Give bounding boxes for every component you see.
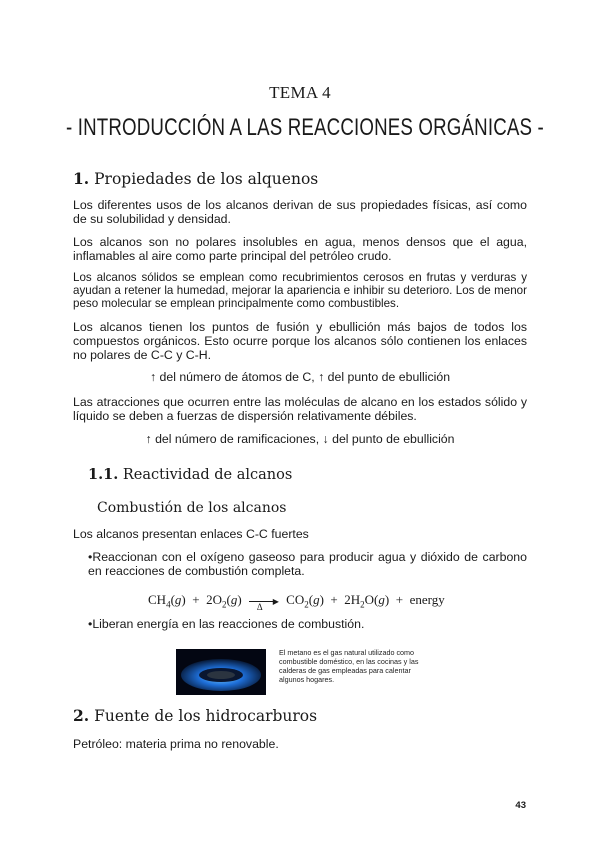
image-caption: El metano es el gas natural utilizado como combustible doméstico, en las cocinas y las calderas de gas empleadas para calentar algunos hogares. bbox=[279, 648, 419, 684]
paragraph-dispersion-forces: Las atracciones que ocurren entre las moléculas de alcano en los estados sólido y líquido se deben a fuerzas de dispersión relativamente débiles. bbox=[73, 395, 527, 423]
bullet-item-reaction bbox=[88, 550, 527, 578]
paragraph-uses: Los diferentes usos de los alcanos derivan de sus propiedades físicas, así como de su solubilidad y densidad. bbox=[73, 198, 527, 226]
section-2-title: Fuente de los hidrocarburos bbox=[94, 707, 318, 725]
paragraph-melting-points: Los alcanos tienen los puntos de fusión y ebullición más bajos de todos los compuestos orgánicos. Esto ocurre porque los alcanos sólo contienen los enlaces no polares de C-C y C-H. bbox=[73, 320, 527, 362]
section-2-heading bbox=[73, 706, 317, 725]
section-1-1-heading bbox=[88, 466, 292, 483]
section-1-1-title: Reactividad de alcanos bbox=[122, 467, 293, 483]
gas-burner-image bbox=[176, 649, 266, 695]
subsection-combustion-heading: Combustión de los alcanos bbox=[97, 500, 287, 516]
section-2-number: 2. bbox=[73, 706, 90, 725]
bullet-item-energy bbox=[88, 617, 527, 631]
bullet-text: Reaccionan con el oxígeno gaseoso para producir agua y dióxido de carbono en reacciones de combustión completa. bbox=[88, 550, 527, 578]
paragraph-polarity: Los alcanos son no polares insolubles en agua, menos densos que el agua, inflamables al aire como parte principal del petróleo crudo. bbox=[73, 235, 527, 263]
bullet-marker: • bbox=[88, 550, 93, 564]
section-1-heading bbox=[73, 169, 318, 188]
rule-carbon-atoms: ↑ del número de átomos de C, ↑ del punto de ebullición bbox=[149, 370, 451, 384]
paragraph-petroleum: Petróleo: materia prima no renovable. bbox=[73, 737, 279, 751]
chapter-label: TEMA 4 bbox=[269, 83, 331, 102]
section-1-title: Propiedades de los alquenos bbox=[94, 170, 319, 188]
combustion-equation: $CH_4(g) + 2O_2(g)$ ▶ Δ $CO_2(g) + 2H_2O(g)$ + energy bbox=[148, 592, 445, 613]
chapter-title: - INTRODUCCIÓN A LAS REACCIONES ORGÁNICAS - bbox=[66, 114, 544, 141]
page-number: 43 bbox=[515, 800, 526, 811]
section-1-number: 1. bbox=[73, 169, 90, 188]
paragraph-solid-alkanes: Los alcanos sólidos se emplean como recubrimientos cerosos en frutas y verduras y ayudan a retener la humedad, mejorar la apariencia e inhibir su deterioro. Los de menor peso molecular se emplean principalmente como combustibles. bbox=[73, 271, 527, 310]
paragraph-strong-bonds: Los alcanos presentan enlaces C-C fuertes bbox=[73, 527, 309, 541]
bullet-text: Liberan energía en las reacciones de combustión. bbox=[92, 617, 365, 631]
section-1-1-number: 1.1. bbox=[88, 466, 119, 483]
rule-branching: ↑ del número de ramificaciones, ↓ del punto de ebullición bbox=[145, 432, 455, 446]
bullet-marker: • bbox=[88, 617, 93, 631]
